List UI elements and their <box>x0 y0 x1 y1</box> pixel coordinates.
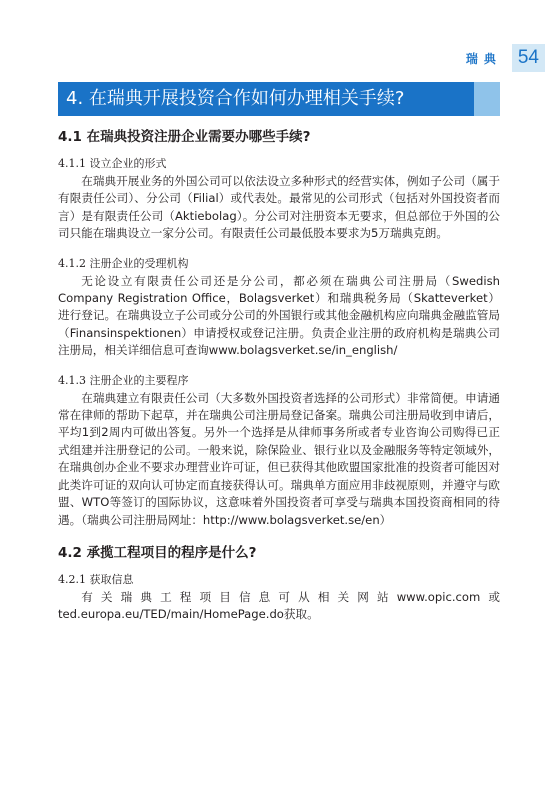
paragraph: 在瑞典开展业务的外国公司可以依法设立多种形式的经营实体，例如子公司（属于有限责任公司）、分公司（Filial）或代表处。最常见的公司形式（包括对外国投资者而言）是有限责任公司（Aktiebolag）。分公司对注册资本无要求，但总部位于外国的公司只能在瑞典设立一家分公司。有限责任公司最低股本要求为5万瑞典克朗。 <box>58 174 500 241</box>
paragraph: 在瑞典建立有限责任公司（大多数外国投资者选择的公司形式）非常简便。申请通常在律师的帮助下起草，并在瑞典公司注册局登记备案。瑞典公司注册局收到申请后，平均1到2周内可做出答复。另外一个选择是从律师事务所或者专业咨询公司购得已正式组建并注册登记的公司。一般来说，除保险业、银行业以及金融服务等特定领域外，在瑞典创办企业不要求办理营业许可证，但已获得其他欧盟国家批准的投资者可能因对此类许可证的双向认可协定而直接获得认可。瑞典单方面应用非歧视原则，并遵守与欧盟、WTO等签订的国际协议，这意味着外国投资者可享受与瑞典本国投资商相同的待遇。（瑞典公司注册局网址：http://www.bolagsverket.se/en） <box>58 390 500 527</box>
chapter-title: 4. 在瑞典开展投资合作如何办理相关手续? <box>66 88 405 109</box>
running-head-country: 瑞典 <box>465 51 502 66</box>
running-head <box>466 44 545 72</box>
subsection-heading: 4.1.3 注册企业的主要程序 <box>58 373 189 387</box>
subsection-heading: 4.1.2 注册企业的受理机构 <box>58 256 189 270</box>
paragraph: 有关瑞典工程项目信息可从相关网站www.opic.com或ted.europa.eu/TED/main/HomePage.do获取。 <box>58 589 500 622</box>
paragraph: 无论设立有限责任公司还是分公司，都必须在瑞典公司注册局（Swedish Company Registration Office，Bolagsverket）和瑞典税务局（Skatteverket）进行登记。在瑞典设立子公司或分公司的外国银行或其他金融机构应向瑞典金融监管局（Finansinspektionen）申请授权或登记注册。负责企业注册的政府机构是瑞典公司注册局，相关详细信息可查询www.bolagsverket.se/in_english/ <box>58 273 500 358</box>
chapter-title-bar <box>58 82 474 116</box>
page-number: 54 <box>512 44 545 72</box>
title-accent-block <box>474 82 500 116</box>
section-heading: 4.2 承揽工程项目的程序是什么? <box>58 544 257 561</box>
section-heading: 4.1 在瑞典投资注册企业需要办哪些手续? <box>58 129 311 145</box>
subsection-heading: 4.1.1 设立企业的形式 <box>58 157 167 170</box>
page-body <box>58 127 500 624</box>
subsection-heading: 4.2.1 获取信息 <box>58 572 134 586</box>
